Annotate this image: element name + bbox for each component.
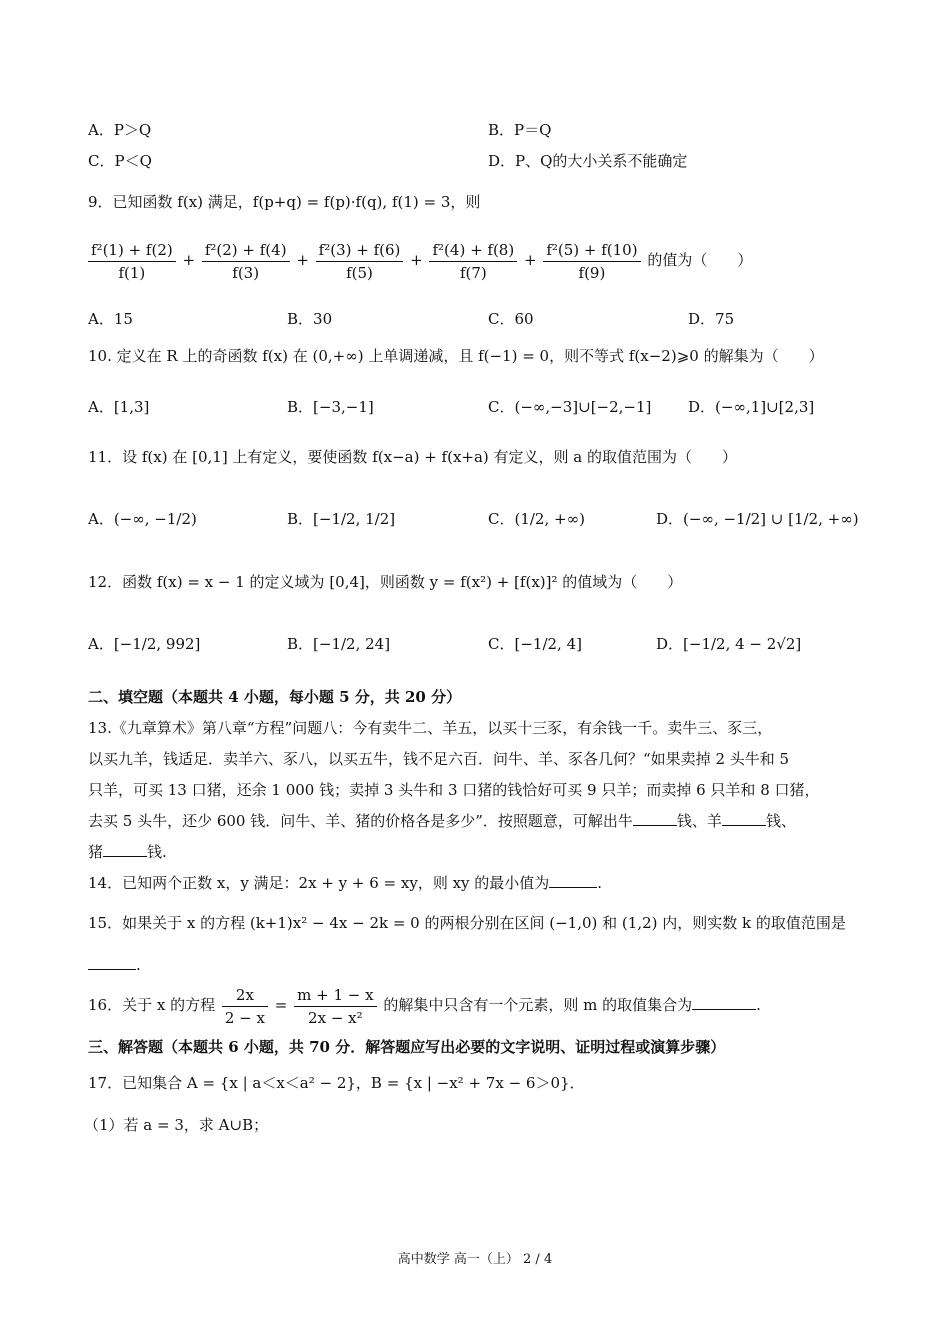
q9-option-a: A．15	[88, 310, 133, 328]
q9-option-d: D．75	[688, 310, 735, 328]
q9-fraction-3-num: f²(3) + f(6)	[316, 241, 404, 262]
q15-end: .	[136, 956, 141, 974]
q9-fraction-5	[543, 241, 640, 282]
q13-line-2: 以买九羊，钱适足．卖羊六、豕八，以买五牛，钱不足六百．问牛、羊、豕各几何？“如果卖掉 2 头牛和 5	[88, 750, 790, 768]
q9-fraction-3	[316, 241, 404, 282]
section-solution-title: 三、解答题（本题共 6 小题，共 70 分．解答题应写出必要的文字说明、证明过程或演算步骤）	[88, 1038, 726, 1056]
page-footer: 高中数学 高一（上） 2 / 4	[397, 1252, 553, 1267]
q15-blank[interactable]	[88, 955, 136, 970]
q10-option-b: B．[−3,−1]	[287, 398, 374, 416]
q17-part-1: （1）若 a = 3，求 A∪B；	[84, 1116, 269, 1134]
q14	[88, 873, 602, 893]
q13-line-4	[88, 811, 796, 831]
q9-fraction-5-num: f²(5) + f(10)	[543, 241, 640, 262]
q12-option-a: A．[−1/2, 992]	[88, 635, 201, 653]
q12-stem: 12．函数 f(x) = x − 1 的定义域为 [0,4]，则函数 y = f(x²) + [f(x)]² 的值域为（ ）	[88, 573, 683, 591]
q14-blank[interactable]	[549, 873, 597, 888]
q16-equals: =	[274, 996, 288, 1014]
q9-option-b: B．30	[287, 310, 333, 328]
q11-option-c: C．(1/2, +∞)	[488, 510, 585, 528]
q9-tail: 的值为（ ）	[647, 251, 753, 269]
q8-option-d: D．P、Q的大小关系不能确定	[488, 152, 688, 170]
q9-fraction-4-den: f(7)	[459, 263, 487, 282]
q13-blank-pig[interactable]	[103, 842, 147, 857]
q12-option-d: D．[−1/2, 4 − 2√2]	[656, 635, 802, 653]
q13-line-1: 13.《九章算术》第八章“方程”问题八：今有卖牛二、羊五，以买十三豕，有余钱一千。卖牛三、豕三，	[88, 719, 773, 737]
q9-fraction-1	[88, 241, 176, 282]
q16-fraction-right-num: m + 1 − x	[294, 986, 376, 1007]
q13-line-5b: 钱.	[147, 843, 167, 861]
q9-fraction-2-num: f²(2) + f(4)	[202, 241, 290, 262]
q11-option-a: A．(−∞, −1/2)	[88, 510, 197, 528]
q13-line-4b: 钱、羊	[676, 812, 722, 830]
q9-fraction-4	[429, 241, 517, 282]
q16-text: 的解集中只含有一个元素，则 m 的取值集合为	[383, 996, 693, 1014]
q9-stem: 9．已知函数 f(x) 满足，f(p+q) = f(p)·f(q), f(1) = 3，则	[88, 193, 481, 211]
q13-blank-cattle[interactable]	[633, 811, 677, 826]
q16-blank[interactable]	[692, 995, 756, 1010]
q8-option-b: B．P＝Q	[488, 121, 552, 139]
q8-option-a: A．P＞Q	[88, 121, 152, 139]
q10-option-d: D．(−∞,1]∪[2,3]	[688, 398, 815, 416]
q10-option-c: C．(−∞,−3]∪[−2,−1]	[488, 398, 652, 416]
q11-option-b: B．[−1/2, 1/2]	[287, 510, 396, 528]
q16-fraction-right-den: 2x − x²	[308, 1008, 363, 1027]
q16-fraction-left-den: 2 − x	[224, 1008, 265, 1027]
q13-line-4a: 去买 5 头牛，还少 600 钱．问牛、羊、猪的价格各是多少”．按照题意，可解出牛	[88, 812, 633, 830]
q9-fraction-1-den: f(1)	[118, 263, 146, 282]
q13-line-4c: 钱、	[765, 812, 796, 830]
q15-line-2	[88, 955, 141, 975]
q9-fraction-2-den: f(3)	[232, 263, 260, 282]
q16	[88, 985, 761, 1027]
q13-blank-sheep[interactable]	[722, 811, 766, 826]
q16-stem: 16．关于 x 的方程	[88, 996, 216, 1014]
q13-line-5	[88, 842, 167, 862]
q12-option-b: B．[−1/2, 24]	[287, 635, 391, 653]
q9-fraction-5-den: f(9)	[578, 263, 606, 282]
q14-stem: 14．已知两个正数 x，y 满足：2x + y + 6 = xy，则 xy 的最小值为	[88, 874, 550, 892]
q16-end: .	[756, 996, 761, 1014]
q17-stem: 17．已知集合 A = {x | a＜x＜a² − 2}，B = {x | −x² + 7x − 6＞0}．	[88, 1074, 585, 1092]
q9-expression: $\frac{\text{f²(1) + f(2)}}{f(1)}$ + $\frac{\text{f²(2) + f(4)}}{f(3)}$ + $\frac{\text{f²(3) + f(6)}}{f(5)}$ + $\frac{\text{f²(4) + f(8)}}{f(7)}$ + $\frac{\text{f²(5) + f(10)}}{f(9)}$ 的值为（ ）	[86, 240, 752, 282]
q13-line-3: 只羊，可买 13 口猪，还余 1 000 钱；卖掉 3 头牛和 3 口猪的钱恰好可买 9 只羊；而卖掉 6 只羊和 8 口猪，	[88, 781, 820, 799]
q13-line-5a: 猪	[88, 843, 104, 861]
section-fill-in-title: 二、填空题（本题共 4 小题，每小题 5 分，共 20 分）	[88, 688, 462, 706]
q16-fraction-right	[294, 986, 376, 1027]
q9-fraction-1-num: f²(1) + f(2)	[88, 241, 176, 262]
q16-fraction-left	[222, 986, 268, 1027]
q12-option-c: C．[−1/2, 4]	[488, 635, 582, 653]
q10-stem: 10. 定义在 R 上的奇函数 f(x) 在 (0,+∞) 上单调递减，且 f(−1) = 0，则不等式 f(x−2)⩾0 的解集为（ ）	[88, 347, 824, 365]
q8-option-c: C．P＜Q	[88, 152, 152, 170]
q9-fraction-4-num: f²(4) + f(8)	[429, 241, 517, 262]
q9-fraction-3-den: f(5)	[346, 263, 373, 282]
q9-fraction-2	[202, 241, 290, 282]
q16-fraction-left-num: 2x	[222, 986, 268, 1007]
q11-option-d: D．(−∞, −1/2] ∪ [1/2, +∞)	[656, 510, 859, 528]
q14-end: .	[597, 874, 603, 892]
q10-option-a: A．[1,3]	[88, 398, 150, 416]
q9-option-c: C．60	[488, 310, 534, 328]
q15-stem: 15．如果关于 x 的方程 (k+1)x² − 4x − 2k = 0 的两根分别在区间 (−1,0) 和 (1,2) 内，则实数 k 的取值范围是	[88, 914, 846, 932]
q11-stem: 11．设 f(x) 在 [0,1] 上有定义，要使函数 f(x−a) + f(x+a) 有定义，则 a 的取值范围为（ ）	[88, 448, 738, 466]
